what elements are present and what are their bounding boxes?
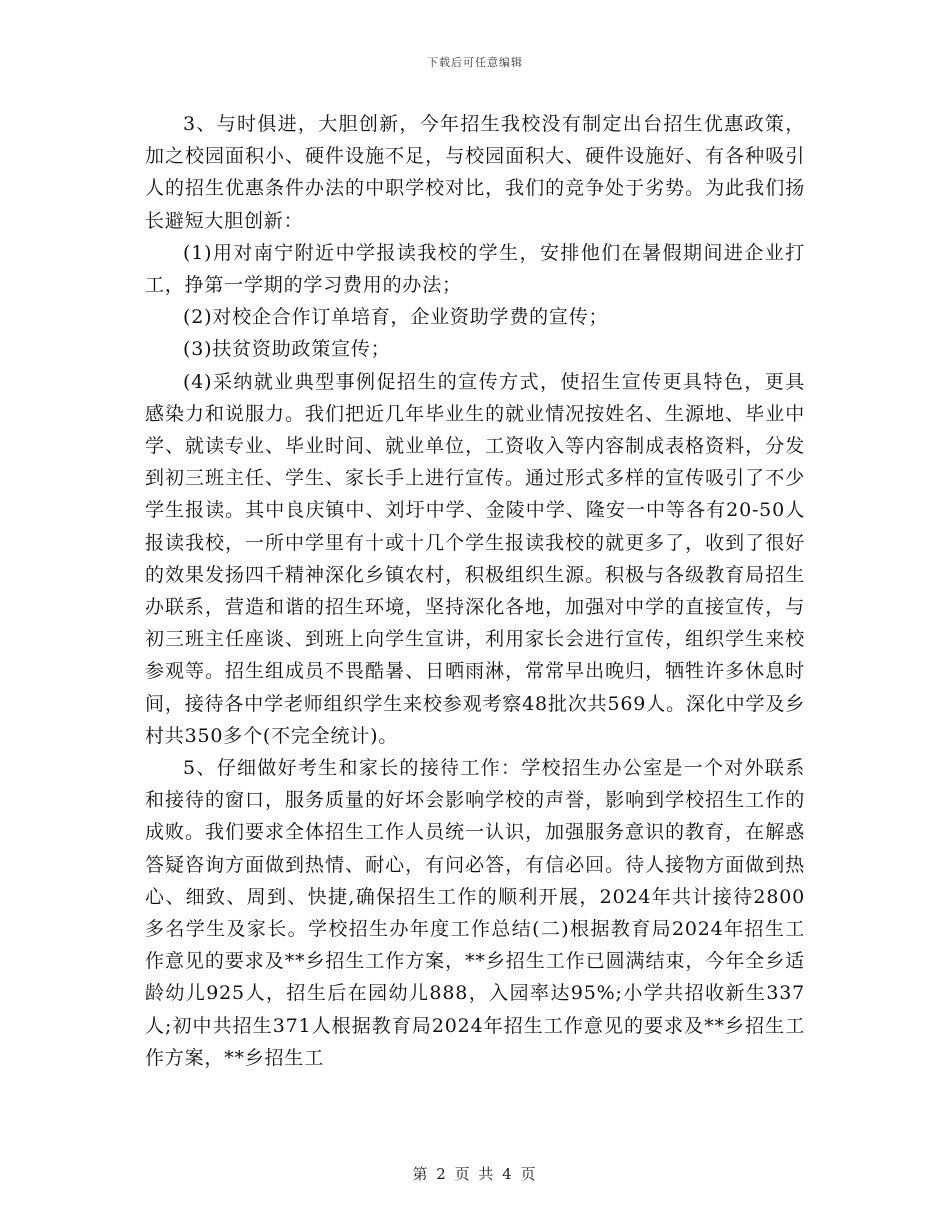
page-header: 下载后可任意编辑 bbox=[427, 56, 523, 69]
paragraph-item-2: (2)对校企合作订单培育，企业资助学费的宣传； bbox=[183, 306, 609, 329]
paragraph-item-3: (3)扶贫资助政策宣传； bbox=[183, 338, 391, 361]
paragraph-innovation: 3、与时俱进，大胆创新，今年招生我校没有制定出台招生优惠政策，加之校园面积小、硬件设施不足，与校园面积大、硬件设施好、有各种吸引人的招生优惠条件办法的中职学校对比，我们的竞争处于劣势。为此我们扬长避短大胆创新： bbox=[145, 113, 805, 232]
paragraph-item-1: (1)用对南宁附近中学报读我校的学生，安排他们在暑假期间进企业打工，挣第一学期的学习费用的办法； bbox=[145, 241, 805, 297]
paragraph-reception: 5、仔细做好考生和家长的接待工作：学校招生办公室是一个对外联系和接待的窗口，服务质量的好坏会影响学校的声誉，影响到学校招生工作的成败。我们要求全体招生工作人员统一认识，加强服务意识的教育，在解惑答疑咨询方面做到热情、耐心，有问必答，有信必回。待人接物方面做到热心、细致、周到、快捷,确保招生工作的顺利开展，2024年共计接待2800多名学生及家长。学校招生办年度工作总结(二)根据教育局2024年招生工作意见的要求及**乡招生工作方案，**乡招生工作已圆满结束，今年全乡适龄幼儿925人，招生后在园幼儿888，入园率达95%;小学共招收新生337人;初中共招生371人根据教育局2024年招生工作意见的要求及**乡招生工作方案，**乡招生工 bbox=[145, 757, 805, 1069]
document-body bbox=[145, 108, 805, 1074]
paragraph-item-4: (4)采纳就业典型事例促招生的宣传方式，使招生宣传更具特色，更具感染力和说服力。我们把近几年毕业生的就业情况按姓名、生源地、毕业中学、就读专业、毕业时间、就业单位，工资收入等内容制成表格资料，分发到初三班主任、学生、家长手上进行宣传。通过形式多样的宣传吸引了不少学生报读。其中良庆镇中、刘圩中学、金陵中学、隆安一中等各有20-50人报读我校，一所中学里有十或十几个学生报读我校的就更多了，收到了很好的效果发扬四千精神深化乡镇农村，积极组织生源。积极与各级教育局招生办联系，营造和谐的招生环境，坚持深化各地，加强对中学的直接宣传，与初三班主任座谈、到班上向学生宣讲，利用家长会进行宣传，组织学生来校参观等。招生组成员不畏酷暑、日晒雨淋，常常早出晚归，牺牲许多休息时间，接待各中学老师组织学生来校参观考察48批次共569人。深化中学及乡村共350多个(不完全统计)。 bbox=[145, 370, 805, 747]
page-number: 第 2 页 共 4 页 bbox=[412, 1165, 538, 1183]
